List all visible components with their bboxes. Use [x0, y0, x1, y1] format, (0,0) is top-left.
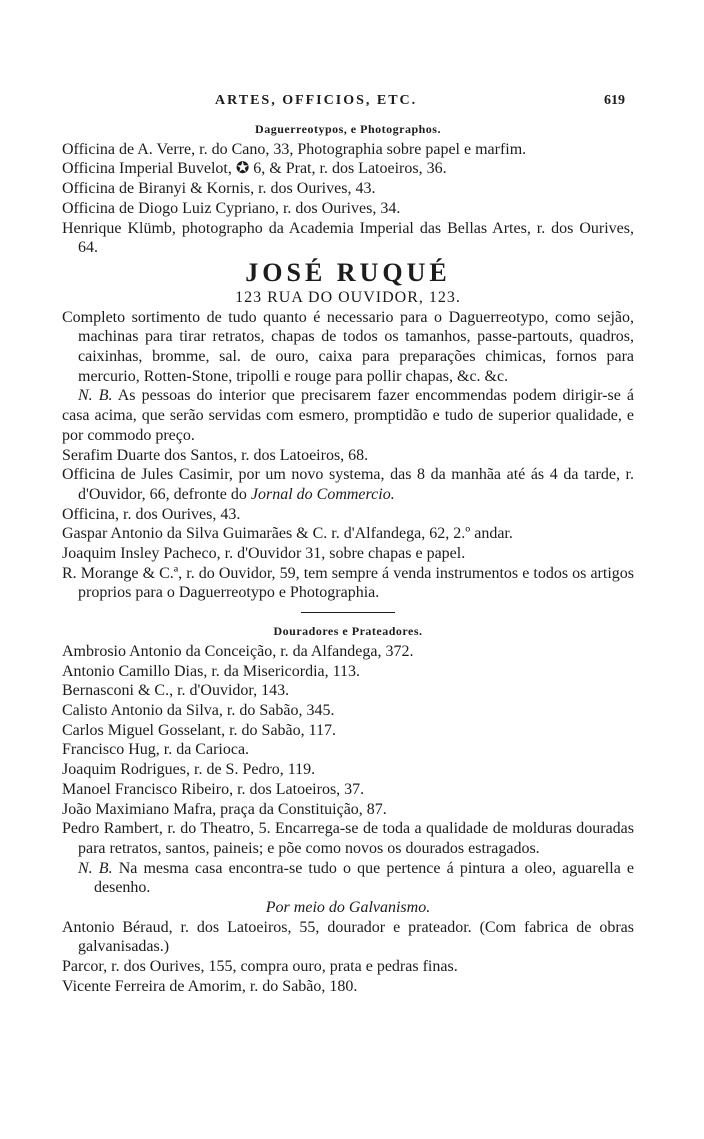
advertiser-address: 123 RUA DO OUVIDOR, 123.: [235, 288, 461, 306]
list-item: Officina, r. dos Ourives, 43.: [62, 505, 241, 523]
advertisement-note: [62, 386, 634, 445]
list-item: Gaspar Antonio da Silva Guimarães & C. r. d'Alfandega, 62, 2.º andar.: [62, 525, 513, 543]
running-head: [0, 93, 704, 113]
list-item: Officina de A. Verre, r. do Cano, 33, Photographia sobre papel e marfim.: [62, 140, 527, 158]
list-item: Henrique Klümb, photographo da Academia Imperial das Bellas Artes, r. dos Ourives, 64.: [62, 219, 634, 257]
list-item: Calisto Antonio da Silva, r. do Sabão, 345.: [62, 701, 335, 719]
list-item: Officina Imperial Buvelot, ✪ 6, & Prat, r. dos Latoeiros, 36.: [62, 160, 447, 178]
subsection-heading-galvanismo: Por meio do Galvanismo.: [265, 899, 431, 917]
list-item: Ambrosio Antonio da Conceição, r. da Alfandega, 372.: [62, 642, 414, 660]
list-item: Antonio Béraud, r. dos Latoeiros, 55, dourador e prateador. (Com fabrica de obras galvanisadas.): [62, 918, 634, 956]
list-item: Joaquim Insley Pacheco, r. d'Ouvidor 31, sobre chapas e papel.: [62, 545, 466, 563]
list-item: Pedro Rambert, r. do Theatro, 5. Encarrega-se de toda a qualidade de molduras douradas para retratos, santos, paineis; e põe como novos os dourados estragados.: [62, 820, 634, 857]
list-item: João Maximiano Mafra, praça da Constituição, 87.: [62, 800, 387, 818]
note-label: N. B.: [78, 387, 113, 405]
running-title: ARTES, OFFICIOS, ETC.: [215, 93, 418, 108]
list-item: Officina de Diogo Luiz Cypriano, r. dos Ourives, 34.: [62, 199, 401, 217]
list-item: Francisco Hug, r. da Carioca.: [62, 741, 250, 759]
list-item: Antonio Camillo Dias, r. da Misericordia, 113.: [62, 662, 361, 680]
list-item: Manoel Francisco Ribeiro, r. dos Latoeiros, 37.: [62, 780, 365, 798]
note-text: As pessoas do interior que precisarem fazer encommendas podem dirigir-se á casa acima, que serão servidas com esmero, promptidão e tudo de superior qualidade, e por commodo preço.: [62, 387, 635, 444]
section-divider: [301, 612, 395, 613]
list-item: Vicente Ferreira de Amorim, r. do Sabão, 180.: [62, 977, 358, 995]
note-label: N. B.: [78, 859, 113, 877]
list-item: Officina de Biranyi & Kornis, r. dos Ourives, 43.: [62, 180, 376, 198]
section-heading-douradores: Douradores e Prateadores.: [273, 624, 423, 639]
journal-title: Jornal do Commercio.: [250, 485, 395, 503]
advertiser-name: JOSÉ RUQUÉ: [245, 257, 451, 287]
note-text: Na mesma casa encontra-se tudo o que pertence á pintura a oleo, aguarella e desenho.: [94, 859, 635, 897]
page-number: 619: [604, 93, 625, 108]
list-item: Joaquim Rodrigues, r. de S. Pedro, 119.: [62, 761, 316, 779]
advertisement: [62, 258, 634, 446]
note: [62, 859, 634, 898]
list-item-text: Officina de Jules Casimir, por um novo systema, das 8 da manhãa até ás 4 da tarde, r. d'Ouvidor, 66, defronte do: [62, 466, 634, 503]
list-item: Bernasconi & C., r. d'Ouvidor, 143.: [62, 682, 290, 700]
list-item: Serafim Duarte dos Santos, r. dos Latoeiros, 68.: [62, 446, 369, 464]
list-item: Carlos Miguel Gosselant, r. do Sabão, 117.: [62, 721, 337, 739]
page-body: [62, 120, 634, 997]
section-heading-daguerreotypos: Daguerreotypos, e Photographos.: [255, 122, 441, 136]
advertisement-body: Completo sortimento de tudo quanto é necessario para o Daguerreotypo, como sejão, machinas para tirar retratos, chapas de todos os tamanhos, passe-partouts, quadros, caixinhas, bromme, sal. de ouro, caixa para preparações chimicas, fornos para mercurio, Rotten-Stone, tripolli e rouge para pollir chapas, &c. &c.: [62, 308, 634, 385]
list-item: Parcor, r. dos Ourives, 155, compra ouro, prata e pedras finas.: [62, 958, 458, 976]
list-item: R. Morange & C.ª, r. do Ouvidor, 59, tem sempre á venda instrumentos e todos os artigos proprios para o Daguerreotypo e Photographia.: [62, 564, 634, 602]
list-item: [62, 465, 634, 504]
